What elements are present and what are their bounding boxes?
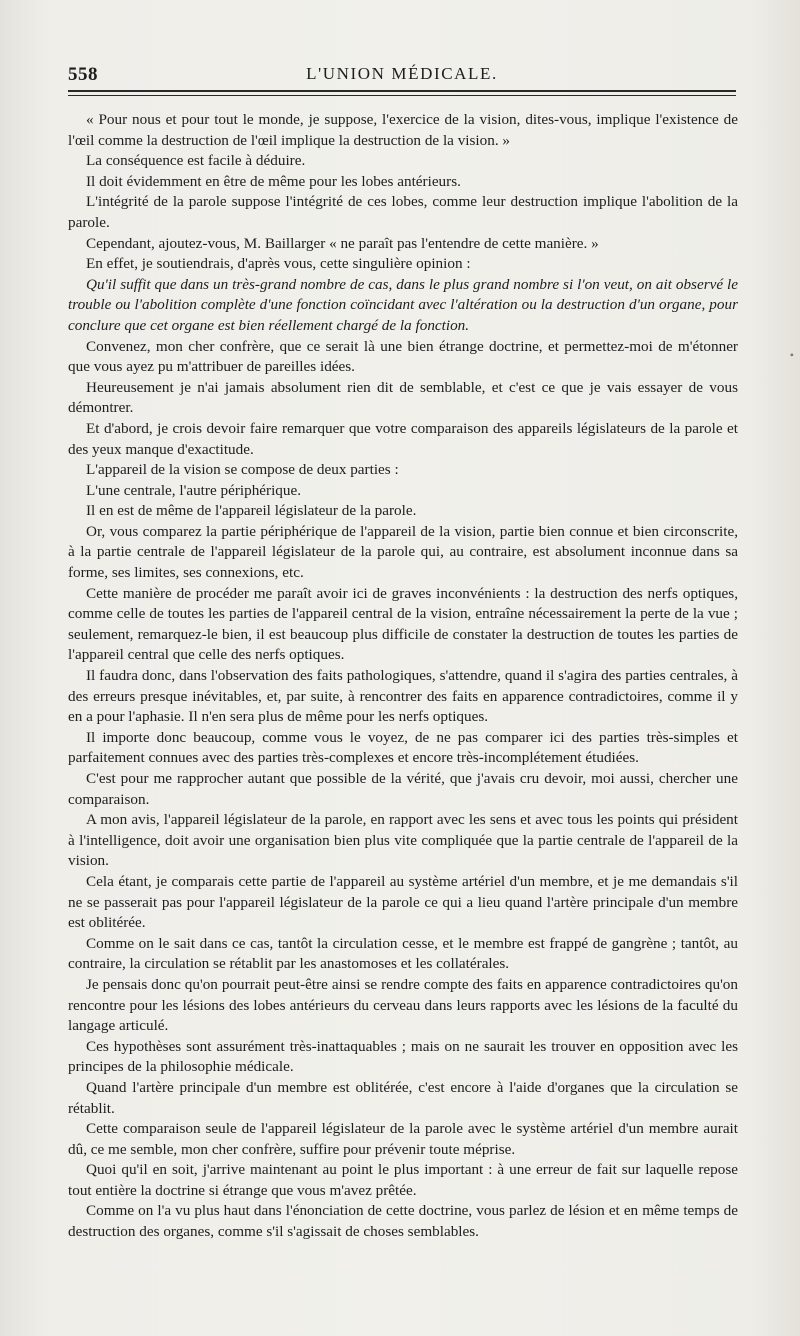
paragraph: Heureusement je n'ai jamais absolument rien dit de semblable, et c'est ce que je vais essayer de vous démontrer. [68,378,738,417]
paragraph: Ces hypothèses sont assurément très-inattaquables ; mais on ne saurait les trouver en opposition avec les principes de la philosophie médicale. [68,1037,738,1076]
margin-mark: • [789,348,794,362]
paragraph: Or, vous comparez la partie périphérique de l'appareil de la vision, partie bien connue et bien circonscrite, à la partie centrale de l'appareil législateur de la parole qui, au contraire, est absolument inconnue dans sa forme, ses limites, ses connexions, etc. [68,522,738,582]
paragraph: Il faudra donc, dans l'observation des faits pathologiques, s'attendre, quand il s'agira des parties centrales, à des erreurs presque inévitables, et, par suite, à rencontrer des faits en apparence contradictoires, comme il y en a pour l'aphasie. Il n'en sera plus de même pour les nerfs optiques. [68,667,738,726]
paragraph: Quoi qu'il en soit, j'arrive maintenant au point le plus important : à une erreur de fait sur laquelle repose tout entière la doctrine si étrange que vous m'avez prêtée. [68,1161,738,1199]
paragraph: L'appareil de la vision se compose de deux parties : [86,461,399,479]
header-rule-thin [68,95,736,96]
paragraph: Il en est de même de l'appareil législateur de la parole. [86,502,417,520]
paragraph: « Pour nous et pour tout le monde, je suppose, l'exercice de la vision, dites-vous, implique l'existence de l'œil comme la destruction de l'œil implique la destruction de la vision. » [68,111,738,149]
quoted-opinion: Qu'il suffit que dans un très-grand nombre de cas, dans le plus grand nombre si l'on veut, on ait observé le trouble ou l'abolition complète d'une fonction coïncidant avec l'altération ou la destruction d'un organe, pour conclure que cet organe est bien réellement chargé de la fonction. [68,275,738,334]
paragraph: Quand l'artère principale d'un membre est oblitérée, c'est encore à l'aide d'organes que la circulation se rétablit. [68,1078,738,1117]
running-title: L'UNION MÉDICALE. [306,64,498,83]
paragraph: Il importe donc beaucoup, comme vous le voyez, de ne pas comparer ici des parties très-simples et parfaitement connues avec des parties très-complexes et encore très-incomplétement étudiées. [68,728,738,767]
header-rule [68,90,736,92]
page-number: 558 [68,64,98,85]
paragraph: Comme on le sait dans ce cas, tantôt la circulation cesse, et le membre est frappé de gangrène ; tantôt, au contraire, la circulation se rétablit par les anastomoses et les collatérales. [68,934,738,973]
paragraph: L'intégrité de la parole suppose l'intégrité de ces lobes, comme leur destruction implique l'abolition de la parole. [68,193,738,231]
paragraph: Et d'abord, je crois devoir faire remarquer que votre comparaison des appareils législateurs de la parole et des yeux manque d'exactitude. [68,419,738,458]
paragraph: Cette manière de procéder me paraît avoir ici de graves inconvénients : la destruction des nerfs optiques, comme celle de toutes les parties de l'appareil central de la vision, entraîne nécessairement la perte de la vue ; seulement, remarquez-le bien, il est beaucoup plus difficile de constater la destruction de toutes les parties de l'appareil central que celle des nerfs optiques. [68,584,738,664]
paragraph: La conséquence est facile à déduire. [86,152,306,170]
paragraph: Convenez, mon cher confrère, que ce serait là une bien étrange doctrine, et permettez-moi de m'étonner que vous ayez pu m'attribuer de pareilles idées. [68,337,738,376]
page-header [68,58,736,88]
paragraph: En effet, je soutiendrais, d'après vous, cette singulière opinion : [86,255,471,273]
paragraph: Il doit évidemment en être de même pour les lobes antérieurs. [86,172,461,190]
paragraph: Je pensais donc qu'on pourrait peut-être ainsi se rendre compte des faits en apparence contradictoires qu'on rencontre pour les lésions des lobes antérieurs du cerveau dans leurs rapports avec les lésions de la faculté du langage articulé. [68,975,738,1035]
paragraph: L'une centrale, l'autre périphérique. [86,481,302,499]
paragraph: A mon avis, l'appareil législateur de la parole, en rapport avec les sens et avec tous les points qui président à l'intelligence, doit avoir une organisation bien plus vite compliquée que la partie centrale de l'appareil de la vision. [68,811,738,870]
paragraph: Comme on l'a vu plus haut dans l'énonciation de cette doctrine, vous parlez de lésion et en même temps de destruction des organes, comme s'il s'agissait de choses semblables. [68,1202,738,1241]
paragraph: Cependant, ajoutez-vous, M. Baillarger « ne paraît pas l'entendre de cette manière. » [86,234,599,252]
paragraph: Cette comparaison seule de l'appareil législateur de la parole avec le système artériel d'un membre aurait dû, ce me semble, mon cher confrère, suffire pour prévenir toute méprise. [68,1120,738,1158]
paragraph: C'est pour me rapprocher autant que possible de la vérité, que j'avais cru devoir, moi aussi, chercher une comparaison. [68,770,738,808]
paragraph: Cela étant, je comparais cette partie de l'appareil au système artériel d'un membre, et je me demandais s'il ne se passerait pas pour l'appareil législateur de la parole ce qui a lieu quand l'artère principale d'un membre est oblitérée. [68,872,738,932]
article-body [68,110,738,1243]
